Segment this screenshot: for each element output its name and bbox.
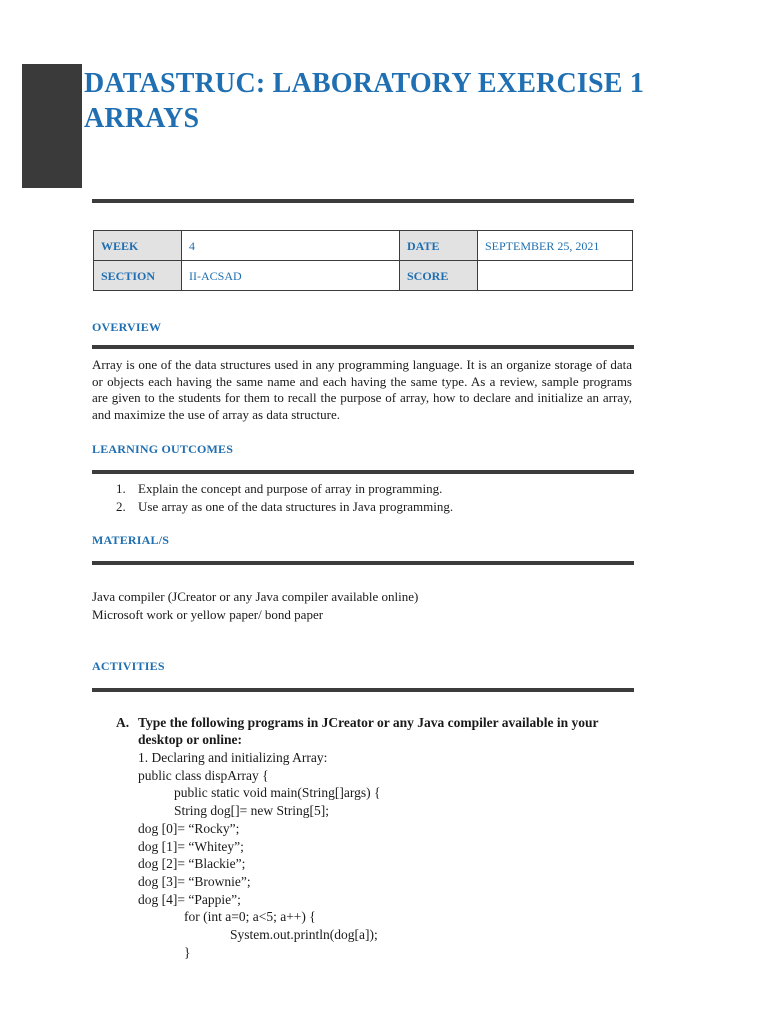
code-listing <box>138 749 380 961</box>
score-label: SCORE <box>400 261 478 291</box>
list-item-number: 1. <box>116 481 126 496</box>
code-line: dog [0]= “Rocky”; <box>138 820 240 836</box>
learning-outcomes-heading: LEARNING OUTCOMES <box>92 442 234 456</box>
list-item <box>92 480 632 498</box>
activities-divider <box>92 688 634 692</box>
info-table <box>93 230 633 291</box>
date-value: SEPTEMBER 25, 2021 <box>478 231 633 261</box>
learning-outcomes-list <box>92 480 632 516</box>
header-side-block <box>22 64 82 188</box>
materials-heading: MATERIAL/S <box>92 533 170 547</box>
code-line: dog [1]= “Whitey”; <box>138 838 244 854</box>
code-line: dog [4]= “Pappie”; <box>138 891 241 907</box>
activity-instruction <box>116 714 636 748</box>
activity-text-line-1: Type the following programs in JCreator or any Java compiler available in your <box>138 715 599 730</box>
overview-divider <box>92 345 634 349</box>
score-value <box>478 261 633 291</box>
overview-text: Array is one of the data structures used in any programming language. It is an organize storage of data or objects each having the same name and each having the same type. As a review, sample programs are given to the students for them to recall the purpose of array, how to declare and initialize an array, and maximize the use of array as data structure. <box>92 357 632 422</box>
title-line-2: ARRAYS <box>84 103 200 134</box>
code-line: 1. Declaring and initializing Array: <box>138 750 328 765</box>
week-label: WEEK <box>94 231 182 261</box>
section-label: SECTION <box>94 261 182 291</box>
week-value: 4 <box>182 231 400 261</box>
code-line: public static void main(String[]args) { <box>174 785 381 801</box>
table-row <box>94 231 633 261</box>
list-item: Microsoft work or yellow paper/ bond paper <box>92 607 324 622</box>
list-item: Java compiler (JCreator or any Java compiler available online) <box>92 589 419 604</box>
list-item-text: Explain the concept and purpose of array in programming. <box>138 481 443 496</box>
activity-letter: A. <box>116 715 130 730</box>
page-title <box>84 66 644 136</box>
code-line: dog [3]= “Brownie”; <box>138 873 251 889</box>
list-item-number: 2. <box>116 499 126 514</box>
date-label: DATE <box>400 231 478 261</box>
activities-heading: ACTIVITIES <box>92 659 165 673</box>
list-item <box>92 498 632 516</box>
learning-outcomes-divider <box>92 470 634 474</box>
materials-divider <box>92 561 634 565</box>
title-line-1: DATASTRUC: LABORATORY EXERCISE 1 <box>84 68 645 99</box>
list-item-text: Use array as one of the data structures in Java programming. <box>138 499 454 514</box>
code-line: String dog[]= new String[5]; <box>174 803 329 819</box>
header-divider <box>92 199 634 203</box>
overview-heading: OVERVIEW <box>92 320 162 334</box>
code-line: } <box>184 944 191 960</box>
code-line: for (int a=0; a<5; a++) { <box>184 909 316 925</box>
materials-list <box>92 588 418 624</box>
table-row <box>94 261 633 291</box>
code-line: dog [2]= “Blackie”; <box>138 856 246 872</box>
activity-text-line-2: desktop or online: <box>138 732 243 747</box>
code-line: public class dispArray { <box>138 767 269 783</box>
section-value: II-ACSAD <box>182 261 400 291</box>
code-line: System.out.println(dog[a]); <box>230 927 378 943</box>
